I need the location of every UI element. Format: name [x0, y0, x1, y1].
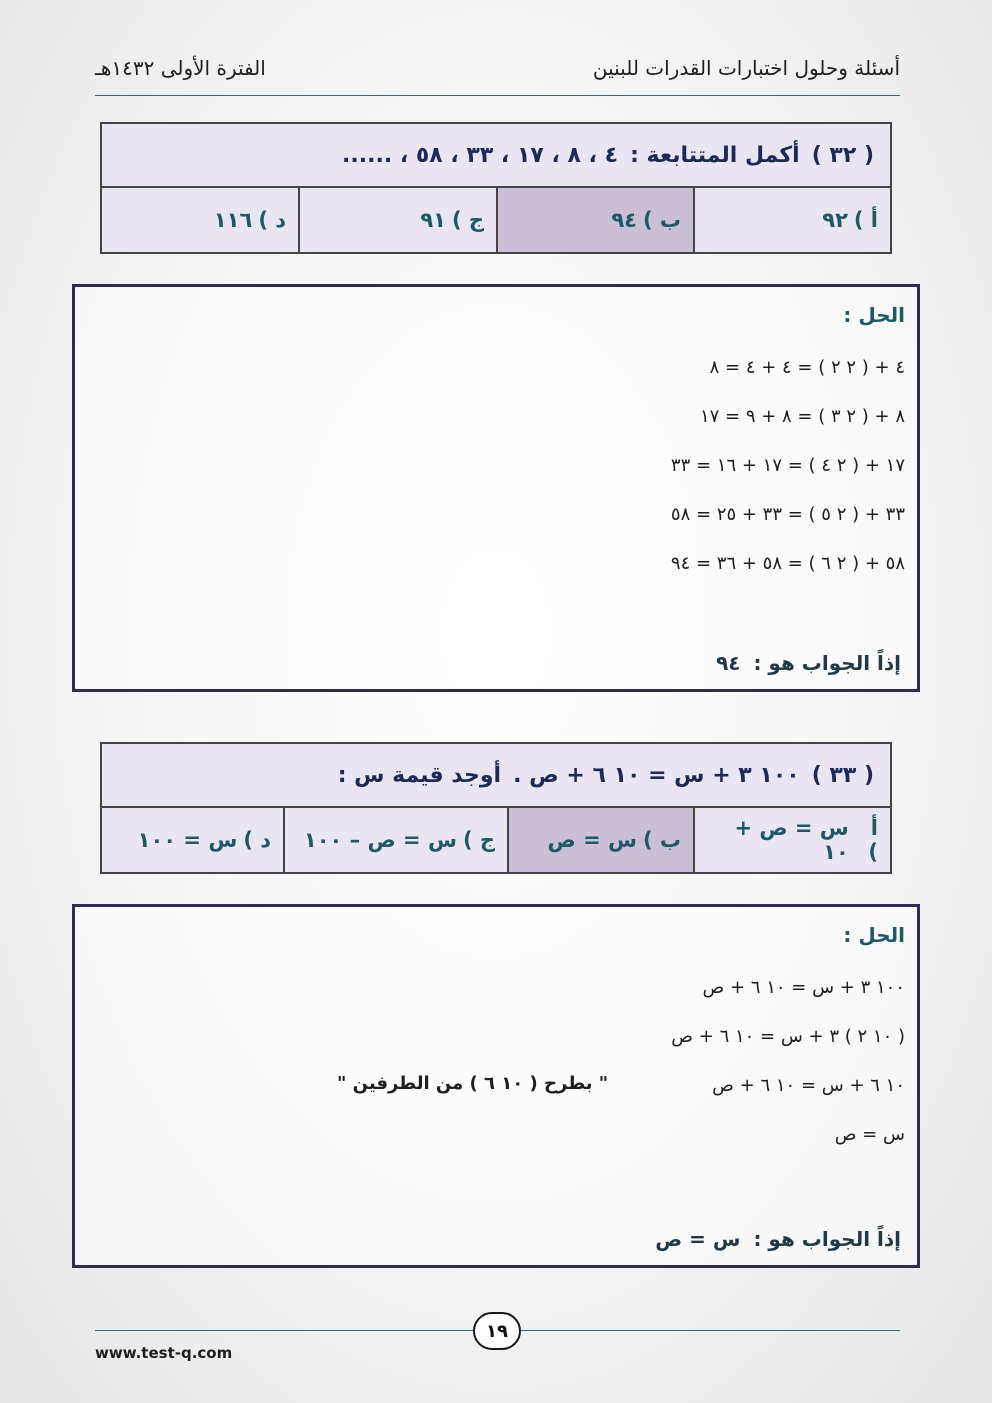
q33-option-b[interactable] — [507, 808, 693, 872]
solution-33-answer — [655, 1227, 907, 1251]
solution-33-line: س = ص — [834, 1124, 905, 1145]
question-32-box — [100, 122, 892, 254]
solution-33-box — [72, 904, 920, 1268]
solution-32-line: ٨ + ( ٢ ٣ ) = ٨ + ٩ = ١٧ — [699, 406, 905, 427]
q32-option-d-letter: د ) — [258, 208, 286, 232]
q32-option-c-letter: ج ) — [451, 208, 484, 232]
q33-option-d-letter: د ) — [243, 828, 271, 852]
question-33-prompt: أوجد قيمة س : — [337, 762, 502, 788]
solution-33-line: ١٠٠ ٣ + س = ١٠ ٦ + ص — [702, 977, 905, 998]
q33-option-c[interactable] — [283, 808, 507, 872]
question-33-row — [102, 744, 890, 808]
question-33-equation: ١٠٠ ٣ + س = ١٠ ٦ + ص . — [513, 762, 800, 788]
solution-32-line: ١٧ + ( ٢ ٤ ) = ١٧ + ١٦ = ٣٣ — [670, 455, 905, 476]
answer-value: ٩٤ — [716, 651, 741, 675]
solution-32-answer — [716, 651, 907, 675]
question-33-options — [102, 808, 890, 872]
answer-label: إذاً الجواب هو : — [753, 1227, 901, 1251]
period-label: الفترة الأولى ١٤٣٢هـ — [95, 56, 266, 80]
solution-33-line-text: ١٠ ٦ + س = ١٠ ٦ + ص — [712, 1075, 905, 1096]
q32-option-a[interactable] — [693, 188, 890, 252]
question-33-box — [100, 742, 892, 874]
question-32-sequence: ٤ ، ٨ ، ١٧ ، ٣٣ ، ٥٨ ، ...... — [342, 142, 619, 168]
solution-33-line — [75, 1061, 905, 1110]
q33-option-b-letter: ب ) — [642, 828, 681, 852]
solution-33-line: ( ١٠ ٢ ) ٣ + س = ١٠ ٦ + ص — [671, 1026, 905, 1047]
q33-option-b-value: س = ص — [547, 828, 637, 852]
question-32-options — [102, 188, 890, 252]
question-32-prompt: أكمل المتتابعة : — [630, 142, 800, 168]
page-number: ١٩ — [473, 1312, 521, 1350]
answer-value: س = ص — [655, 1227, 741, 1251]
book-title: أسئلة وحلول اختبارات القدرات للبنين — [592, 56, 900, 80]
q32-option-b-letter: ب ) — [642, 208, 681, 232]
q33-option-d-value: س = ١٠٠ — [137, 828, 238, 852]
q33-option-a-value: س = ص + ١٠ — [734, 816, 849, 864]
q32-option-b[interactable] — [496, 188, 693, 252]
q33-option-d[interactable] — [102, 808, 283, 872]
q32-option-d-value: ١١٦ — [213, 208, 253, 232]
solution-32-line: ٥٨ + ( ٢ ٦ ) = ٥٨ + ٣٦ = ٩٤ — [670, 553, 905, 574]
q32-option-a-letter: أ ) — [853, 208, 878, 232]
q32-option-c[interactable] — [298, 188, 496, 252]
q33-option-c-value: س = ص – ١٠٠ — [303, 828, 457, 852]
q33-option-a-letter: أ ) — [868, 816, 878, 864]
question-32-number: ( ٣٢ ) — [811, 142, 874, 168]
q32-option-c-value: ٩١ — [420, 208, 446, 232]
answer-label: إذاً الجواب هو : — [753, 651, 901, 675]
solution-32-line: ٣٣ + ( ٢ ٥ ) = ٣٣ + ٢٥ = ٥٨ — [670, 504, 905, 525]
solution-32-label: الحل : — [843, 303, 905, 327]
solution-33-label: الحل : — [843, 923, 905, 947]
solution-32-box — [72, 284, 920, 692]
solution-33-note: " بطرح ( ١٠ ٦ ) من الطرفين " — [337, 1073, 609, 1094]
question-32-row — [102, 124, 890, 188]
question-33-number: ( ٣٣ ) — [811, 762, 874, 788]
solution-32-line: ٤ + ( ٢ ٢ ) = ٤ + ٤ = ٨ — [709, 357, 905, 378]
q32-option-a-value: ٩٢ — [822, 208, 848, 232]
q33-option-c-letter: ج ) — [462, 828, 495, 852]
q32-option-d[interactable] — [102, 188, 298, 252]
page-header — [95, 52, 900, 96]
q32-option-b-value: ٩٤ — [611, 208, 637, 232]
website-link[interactable]: www.test-q.com — [95, 1344, 233, 1362]
q33-option-a[interactable] — [693, 808, 890, 872]
